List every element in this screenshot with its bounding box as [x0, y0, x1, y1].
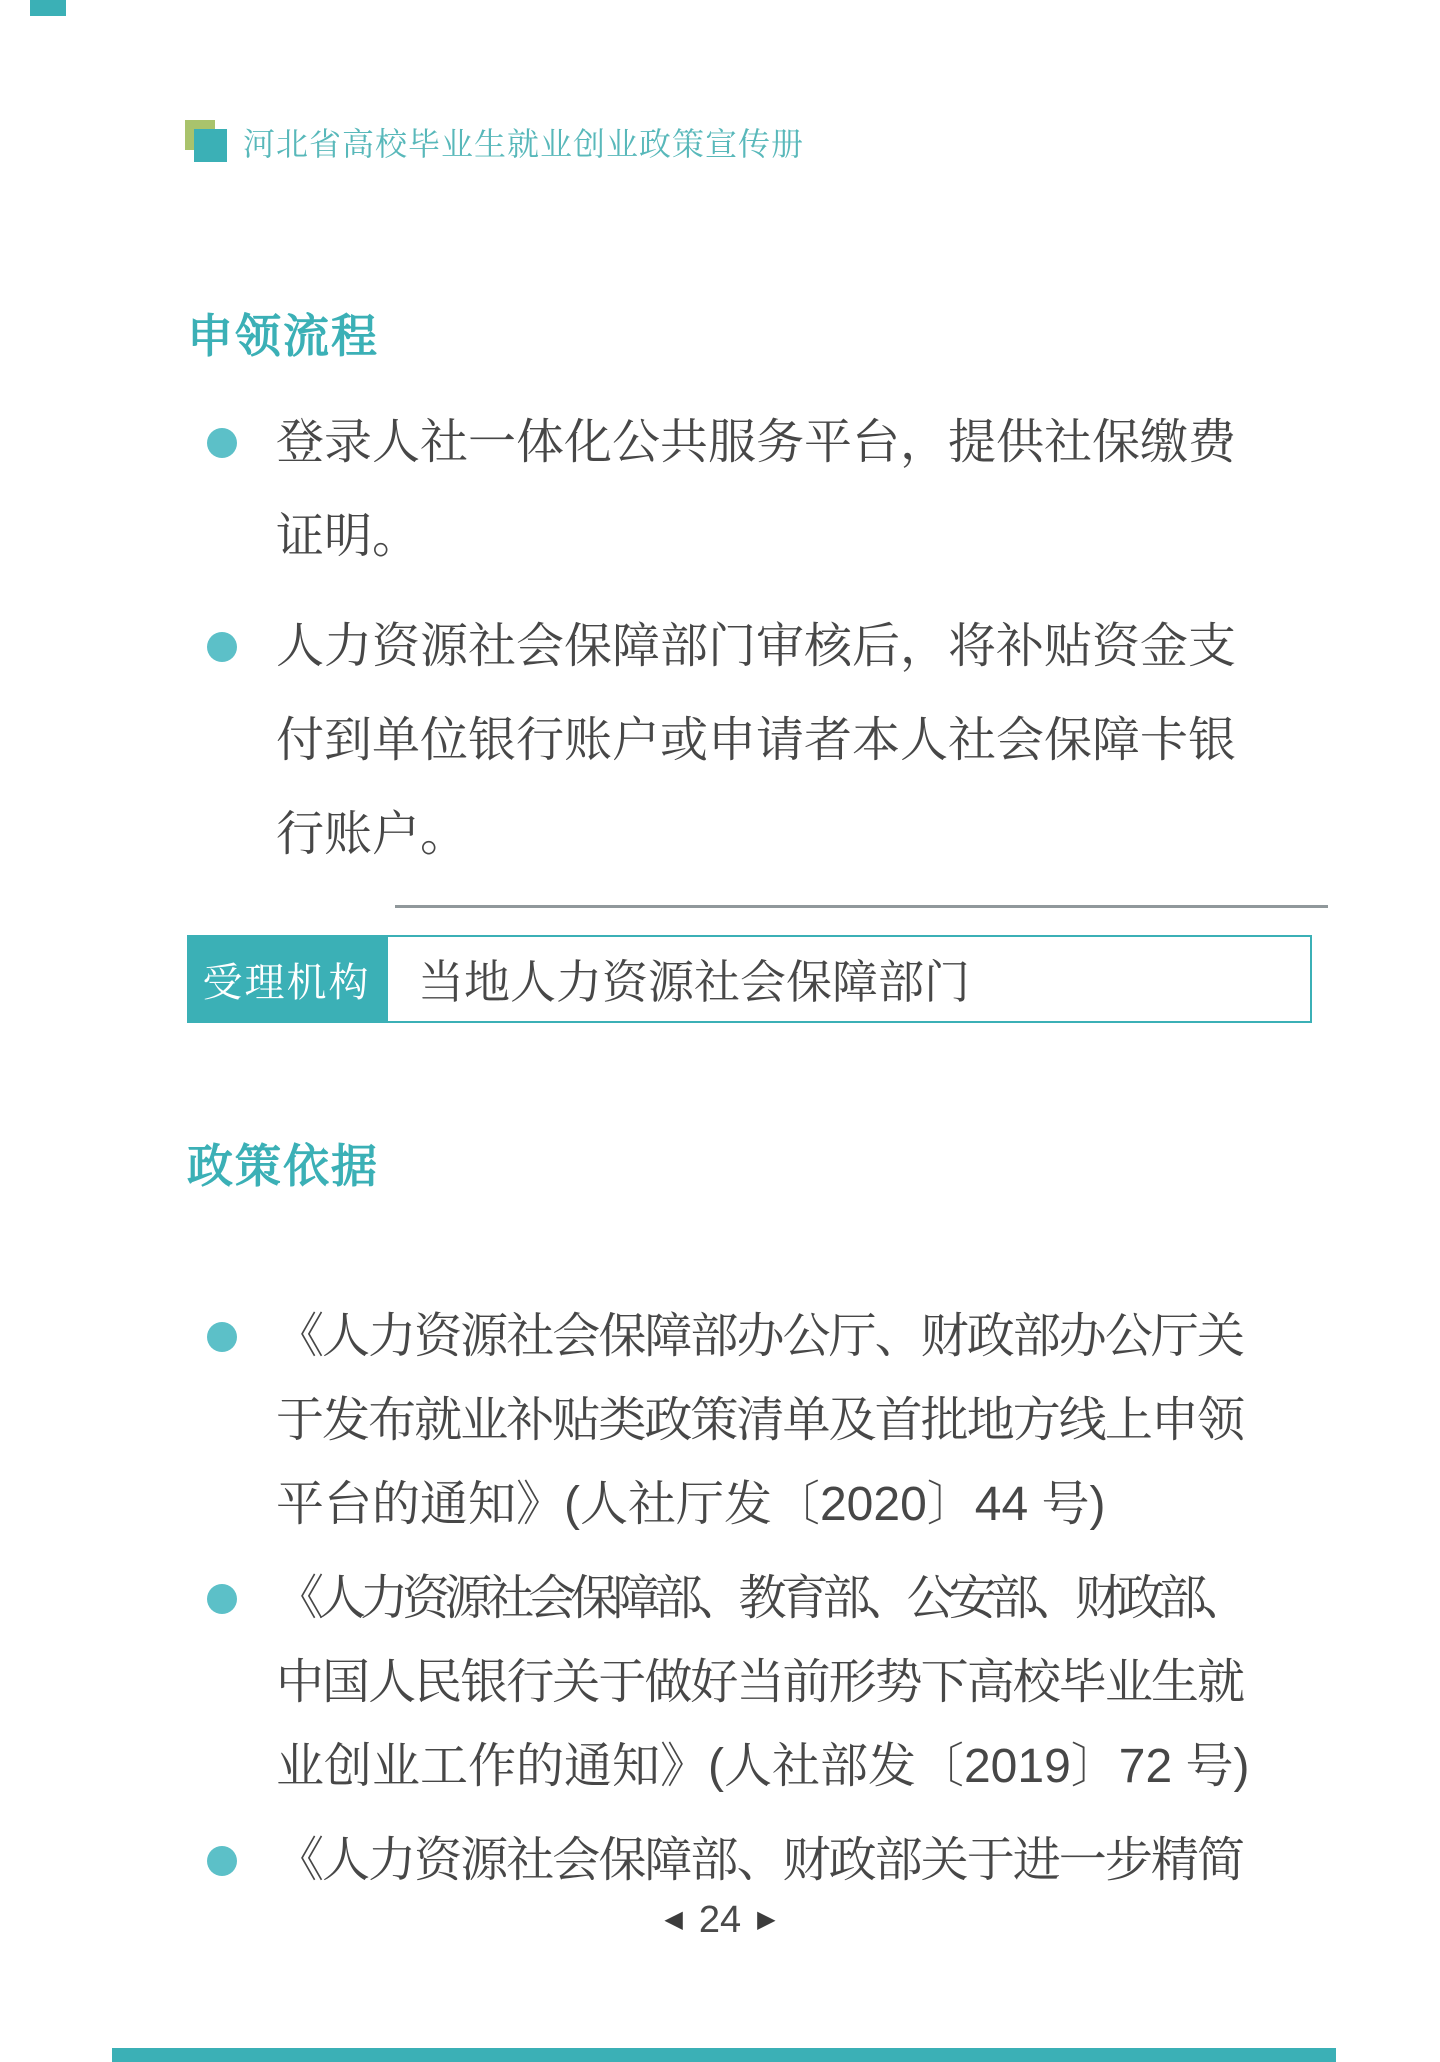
- bullet-dot-icon: [207, 632, 237, 662]
- bullet-line: 中国人民银行关于做好当前形势下高校毕业生就: [276, 1656, 1244, 1709]
- bullet-line: 平台的通知》(人社厅发〔2020〕44 号): [276, 1478, 1106, 1531]
- list-item: [207, 396, 1243, 584]
- agency-value-box: [386, 935, 1312, 1023]
- next-page-icon: ▶: [757, 1906, 776, 1933]
- bullet-line: 行账户。: [276, 808, 469, 861]
- bullet-line: 《人力资源社会保障部、教育部、公安部、财政部、: [276, 1572, 1244, 1625]
- accepting-agency-box: [187, 905, 1312, 1025]
- list-item: [207, 1819, 1243, 1903]
- list-item: [207, 600, 1243, 882]
- section-title-policy: 政策依据: [187, 1140, 379, 1192]
- page-nav: [0, 1896, 1440, 1944]
- corner-accent-mark: [30, 0, 66, 16]
- prev-page-icon: ◀: [664, 1906, 683, 1933]
- page-number: 24: [698, 1899, 742, 1941]
- agency-shadow-line: [395, 905, 1328, 908]
- bullet-line: 人力资源社会保障部门审核后，将补贴资金支: [276, 620, 1237, 673]
- bullet-line: 登录人社一体化公共服务平台，提供社保缴费: [276, 416, 1237, 469]
- bullet-line: 《人力资源社会保障部办公厅、财政部办公厅关: [276, 1310, 1244, 1363]
- booklet-title: 河北省高校毕业生就业创业政策宣传册: [243, 126, 805, 162]
- bullet-line: 付到单位银行账户或申请者本人社会保障卡银: [276, 714, 1237, 767]
- bullet-line: 证明。: [276, 510, 421, 563]
- bullet-line: 业创业工作的通知》(人社部发〔2019〕72 号): [276, 1740, 1250, 1793]
- list-item: [207, 1557, 1250, 1809]
- bottom-accent-bar: [112, 2048, 1336, 2062]
- bullet-line: 于发布就业补贴类政策清单及首批地方线上申领: [276, 1394, 1244, 1447]
- agency-label: 受理机构: [187, 935, 386, 1023]
- bullet-dot-icon: [207, 1846, 237, 1876]
- policy-bullet-list: [207, 1295, 1250, 1913]
- list-item: [207, 1295, 1243, 1547]
- process-bullet-list: [207, 396, 1243, 898]
- overlapping-squares-icon: [185, 118, 233, 166]
- page-header: [185, 118, 804, 166]
- bullet-line: 《人力资源社会保障部、财政部关于进一步精简: [276, 1834, 1244, 1887]
- bullet-dot-icon: [207, 1584, 237, 1614]
- square-front-icon: [194, 129, 227, 162]
- bullet-dot-icon: [207, 428, 237, 458]
- bullet-dot-icon: [207, 1322, 237, 1352]
- section-title-process: 申领流程: [187, 310, 379, 362]
- agency-value: 当地人力资源社会保障部门: [418, 956, 970, 1008]
